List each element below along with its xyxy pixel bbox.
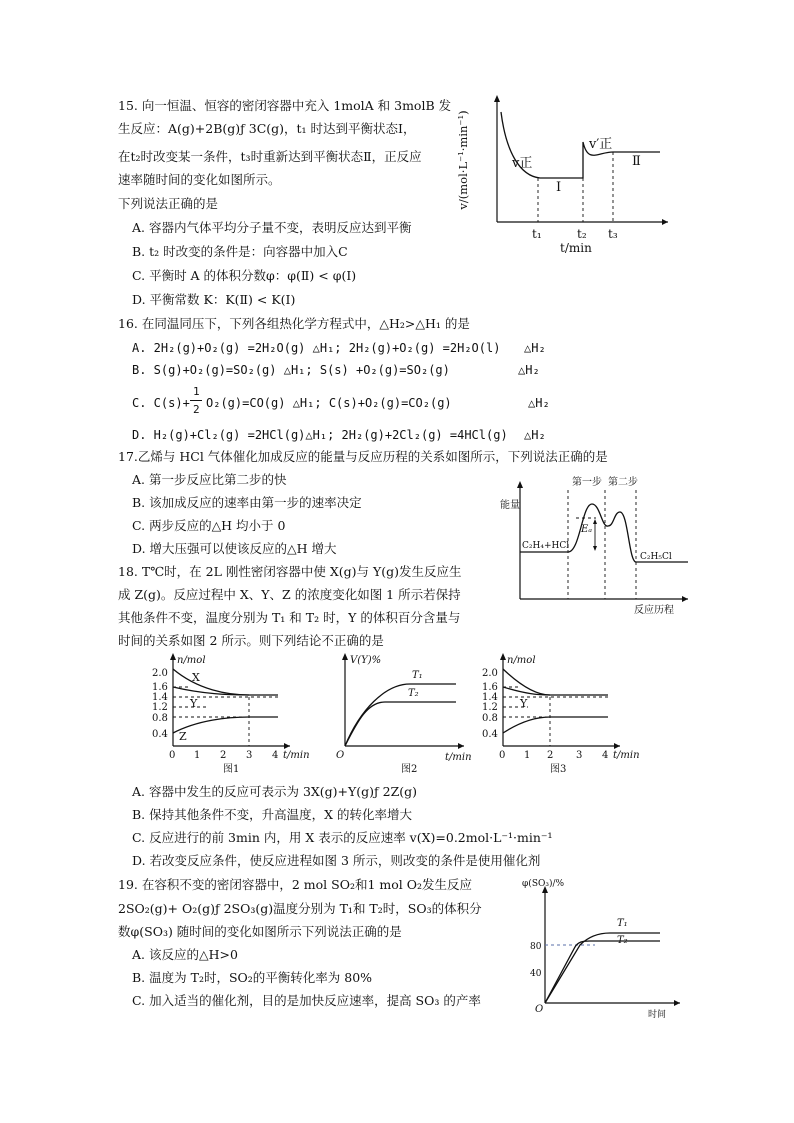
fig1-ytick-1-4: 1.4 bbox=[152, 692, 168, 703]
fig3-label-y: Y bbox=[520, 697, 528, 710]
q17-stem: 17.乙烯与 HCl 气体催化加成反应的能量与反应历程的关系如图所示，下列说法正确的是 bbox=[118, 449, 608, 464]
q19-x-label: 时间 bbox=[648, 1010, 667, 1020]
fig2-x-label: t/min bbox=[445, 752, 472, 763]
q19-label-t2: T₂ bbox=[617, 935, 628, 946]
q15-region-1: Ⅰ bbox=[556, 180, 562, 195]
fig1-xtick-0: 0 bbox=[169, 750, 176, 761]
q18-option-c: C. 反应进行的前 3min 内，用 X 表示的反应速率 v(X)=0.2mol·L⁻¹·min⁻¹ bbox=[132, 830, 553, 845]
q15-t2-tick: t₂ bbox=[577, 227, 587, 241]
fig2-label-t2: T₂ bbox=[408, 688, 419, 699]
fig1-xtick-3: 3 bbox=[246, 750, 253, 761]
q17-option-a: A. 第一步反应比第二步的快 bbox=[132, 472, 287, 487]
q17-step1-label: 第一步 bbox=[572, 477, 602, 488]
fig3-ytick-2-0: 2.0 bbox=[482, 668, 498, 679]
fig2-curve-t1 bbox=[345, 684, 456, 746]
fig3-xtick-3: 3 bbox=[576, 750, 583, 761]
q19-option-b: B. 温度为 T₂时，SO₂的平衡转化率为 80% bbox=[132, 970, 373, 985]
q15-t3-tick: t₃ bbox=[608, 227, 618, 241]
q16-option-d: D. H₂(g)+Cl₂(g) =2HCl(g)△H₁; 2H₂(g)+2Cl₂(g) =4HCl(g) bbox=[132, 428, 508, 442]
q18-line3: 其他条件不变，温度分别为 T₁ 和 T₂ 时，Y 的体积百分含量与 bbox=[118, 610, 461, 625]
fig1-x-label: t/min bbox=[283, 750, 310, 761]
q16-option-b-dh: △H₂ bbox=[518, 363, 540, 377]
fig3-ytick-0-4: 0.4 bbox=[482, 729, 498, 740]
q17-ea-arrow-head-bottom bbox=[593, 546, 597, 551]
q16-option-c-numerator: 1 bbox=[193, 385, 200, 398]
q17-step2-label: 第二步 bbox=[608, 477, 638, 488]
q18-option-b: B. 保持其他条件不变，升高温度，X 的转化率增大 bbox=[132, 807, 413, 822]
fig3-xtick-2: 2 bbox=[547, 750, 554, 761]
q15-x-arrow bbox=[662, 219, 668, 225]
q18-line1: 18. T℃时，在 2L 刚性密闭容器中使 X(g)与 Y(g)发生反应生 bbox=[118, 564, 462, 579]
fig3-xtick-1: 1 bbox=[524, 750, 531, 761]
q19-y-label: φ(SO₃)/% bbox=[522, 879, 565, 889]
q17-ea-label: Eₐ bbox=[581, 524, 593, 535]
q17-x-arrow bbox=[682, 596, 688, 602]
fig2-caption: 图2 bbox=[401, 764, 418, 775]
fig1-ytick-0-4: 0.4 bbox=[152, 729, 168, 740]
q17-option-d: D. 增大压强可以使该反应的△H 增大 bbox=[132, 541, 337, 556]
fig3-x-label: t/min bbox=[613, 750, 640, 761]
q16-option-d-dh: △H₂ bbox=[524, 428, 546, 442]
q16-option-c-prefix: C. C(s)+ bbox=[132, 396, 190, 410]
q15-y-arrow bbox=[494, 95, 500, 102]
q19-so3-figure bbox=[520, 875, 690, 1023]
fig1-label-y: Y bbox=[190, 697, 198, 710]
fig1-y-arrow bbox=[170, 653, 176, 660]
q19-x-arrow bbox=[674, 1000, 680, 1006]
q19-line1: 19. 在容积不变的密闭容器中，2 mol SO₂和1 mol O₂发生反应 bbox=[118, 877, 472, 892]
fig3-xtick-4: 4 bbox=[602, 750, 609, 761]
fig1-curve-x bbox=[173, 669, 278, 695]
q15-option-c: C. 平衡时 A 的体积分数φ：φ(Ⅱ) < φ(Ⅰ) bbox=[132, 268, 357, 283]
fig1-xtick-2: 2 bbox=[220, 750, 227, 761]
q15-x-label: t/min bbox=[560, 241, 592, 255]
q15-line1: 15. 向一恒温、恒容的密闭容器中充入 1molA 和 3molB 发 bbox=[118, 98, 452, 113]
fig1-ytick-2-0: 2.0 bbox=[152, 668, 168, 679]
fig1-label-z: Z bbox=[179, 730, 187, 743]
q15-option-d: D. 平衡常数 K：K(Ⅱ) < K(Ⅰ) bbox=[132, 292, 296, 307]
fig3-ytick-1-4: 1.4 bbox=[482, 692, 498, 703]
fig2-curve-t2 bbox=[345, 702, 456, 746]
fig2-y-label: V(Y)% bbox=[350, 655, 382, 666]
q19-ytick-40: 40 bbox=[530, 969, 542, 979]
fig1-xtick-4: 4 bbox=[272, 750, 279, 761]
q17-energy-figure bbox=[498, 470, 698, 618]
fig1-ytick-1-6: 1.6 bbox=[152, 682, 168, 693]
fig3-xtick-0: 0 bbox=[499, 750, 506, 761]
q19-option-a: A. 该反应的△H>0 bbox=[132, 947, 238, 962]
q17-y-label: 能量 bbox=[500, 500, 520, 511]
q15-option-b: B. t₂ 时改变的条件是：向容器中加入C bbox=[132, 244, 348, 259]
fig3-y-arrow bbox=[500, 653, 506, 660]
fig1-label-x: X bbox=[192, 671, 200, 684]
fig3-ytick-1-6: 1.6 bbox=[482, 682, 498, 693]
fig2-y-arrow bbox=[342, 653, 348, 660]
q15-v-forward-prime-label: v′正 bbox=[589, 137, 613, 152]
q15-y-label: v/(mol·L⁻¹·min⁻¹) bbox=[456, 110, 470, 210]
q19-line2: 2SO₂(g)+ O₂(g)ƒ 2SO₃(g)温度分别为 T₁和 T₂时，SO₃的体积分 bbox=[118, 901, 482, 916]
q17-y-arrow bbox=[517, 481, 523, 488]
fig1-curve-y bbox=[173, 687, 249, 695]
q15-line3: 在t₂时改变某一条件，t₃时重新达到平衡状态Ⅱ，正反应 bbox=[118, 149, 422, 164]
q18-figure-3 bbox=[478, 650, 646, 778]
q19-line3: 数φ(SO₃) 随时间的变化如图所示下列说法正确的是 bbox=[118, 924, 402, 939]
q15-line2: 生反应：A(g)+2B(g)ƒ 3C(g)，t₁ 时达到平衡状态Ⅰ， bbox=[118, 121, 416, 136]
q16-option-a-dh: △H₂ bbox=[524, 341, 546, 355]
q18-figure-2 bbox=[330, 650, 480, 778]
q17-option-c: C. 两步反应的△H 均小于 0 bbox=[132, 518, 286, 533]
fig3-ytick-0-8: 0.8 bbox=[482, 713, 498, 724]
fig1-curve-z bbox=[173, 717, 278, 733]
fig3-curve-z bbox=[503, 717, 608, 733]
q15-line5: 下列说法正确的是 bbox=[118, 196, 219, 211]
fig3-x-arrow bbox=[614, 743, 620, 749]
q17-x-label: 反应历程 bbox=[634, 605, 674, 616]
q18-figure-1 bbox=[148, 650, 316, 778]
fig1-ytick-0-8: 0.8 bbox=[152, 713, 168, 724]
q16-fraction-bar bbox=[190, 400, 202, 401]
fig3-caption: 图3 bbox=[550, 764, 567, 775]
fig3-y-label: n/mol bbox=[507, 655, 536, 666]
fig1-caption: 图1 bbox=[223, 764, 240, 775]
q18-option-a: A. 容器中发生的反应可表示为 3X(g)+Y(g)ƒ 2Z(g) bbox=[132, 784, 418, 799]
q16-stem: 16. 在同温同压下，下列各组热化学方程式中，△H₂>△H₁ 的是 bbox=[118, 316, 470, 331]
fig2-label-t1: T₁ bbox=[412, 670, 423, 681]
fig2-x-arrow bbox=[458, 743, 464, 749]
q17-ea-arrow-head-top bbox=[593, 519, 597, 524]
q15-region-2: Ⅱ bbox=[632, 154, 641, 169]
q19-curve-t1 bbox=[545, 933, 660, 1003]
q19-label-t1: T₁ bbox=[617, 918, 628, 929]
q16-option-a: A. 2H₂(g)+O₂(g) =2H₂O(g) △H₁; 2H₂(g)+O₂(g) =2H₂O(l) bbox=[132, 341, 501, 355]
q15-t1-tick: t₁ bbox=[532, 227, 542, 241]
q18-line2: 成 Z(g)。反应过程中 X、Y、Z 的浓度变化如图 1 所示若保持 bbox=[118, 587, 461, 602]
q17-product-label: C₂H₅Cl bbox=[640, 552, 672, 562]
q19-curve-t2 bbox=[545, 941, 660, 1003]
q15-v-forward-label: v正 bbox=[512, 156, 533, 171]
q15-rate-figure bbox=[456, 92, 682, 262]
q19-origin: O bbox=[535, 1004, 544, 1015]
q18-option-d: D. 若改变反应条件，使反应进程如图 3 所示，则改变的条件是使用催化剂 bbox=[132, 853, 541, 868]
q19-option-c: C. 加入适当的催化剂，目的是加快反应速率，提高 SO₃ 的产率 bbox=[132, 993, 481, 1008]
q16-option-b: B. S(g)+O₂(g)=SO₂(g) △H₁; S(s) +O₂(g)=SO₂(g) bbox=[132, 363, 450, 377]
fig3-ytick-1-2: 1.2 bbox=[482, 702, 498, 713]
fig1-x-arrow bbox=[284, 743, 290, 749]
q17-option-b: B. 该加成反应的速率由第一步的速率决定 bbox=[132, 495, 362, 510]
q19-ytick-80: 80 bbox=[530, 942, 542, 952]
q15-option-a: A. 容器内气体平均分子量不变，表明反应达到平衡 bbox=[132, 220, 412, 235]
q15-line4: 速率随时间的变化如图所示。 bbox=[118, 172, 281, 187]
fig1-y-label: n/mol bbox=[177, 655, 206, 666]
q16-option-c-denominator: 2 bbox=[193, 403, 200, 416]
q16-option-c: O₂(g)=CO(g) △H₁; C(s)+O₂(g)=CO₂(g) bbox=[206, 396, 452, 410]
fig1-xtick-1: 1 bbox=[194, 750, 201, 761]
q18-line4: 时间的关系如图 2 所示。则下列结论不正确的是 bbox=[118, 633, 384, 648]
fig2-origin: O bbox=[336, 750, 345, 761]
q17-reactant-label: C₂H₄+HCl bbox=[522, 541, 570, 551]
q16-option-c-dh: △H₂ bbox=[528, 396, 550, 410]
fig1-ytick-1-2: 1.2 bbox=[152, 702, 168, 713]
